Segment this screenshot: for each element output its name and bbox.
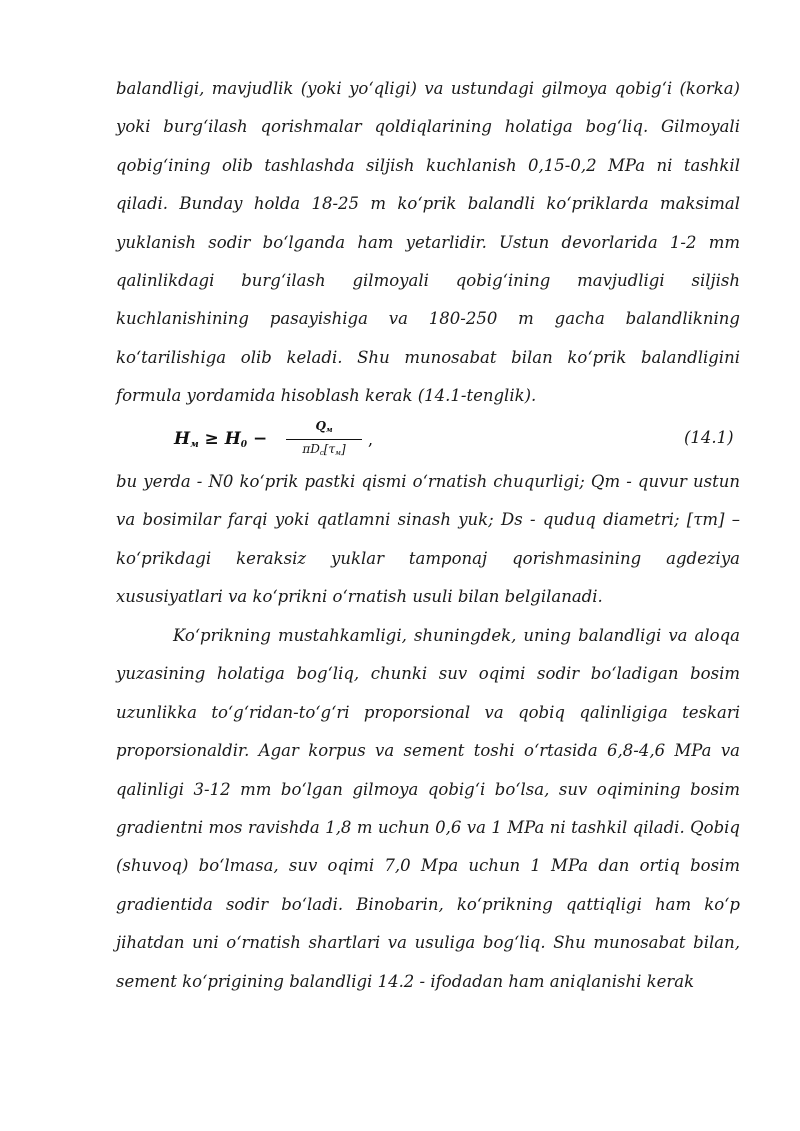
formula-comma: ,: [368, 430, 374, 449]
formula-fraction: [284, 418, 364, 461]
paragraph-3: Ko‘prikning mustahkamligi, shuningdek, uning balandligi va aloqa yuzasining holatiga bog‘liq, chunki suv oqimi sodir bo‘ladigan bosim uzunlikka to‘g‘ridan-to‘g‘ri proporsional va qobiq qalinligiga teskari proporsionaldir. Agar korpus va sement toshi o‘rtasida 6,8-4,6 MPa va qalinligi 3-12 mm bo‘lgan gilmoya qobig‘i bo‘lsa, suv oqimining bosim gradientni mos ravishda 1,8 m uchun 0,6 va 1 MPa ni tashkil qiladi. Qobiq (shuvoq) bo‘lmasa, suv oqimi 7,0 Mpa uchun 1 MPa dan ortiq bosim gradientida sodir bo‘ladi. Binobarin, ko‘prikning qattiqligi ham ko‘p jihatdan uni o‘rnatish shartlari va usuliga bog‘liq. Shu munosabat bilan, sement ko‘prigining balandligi 14.2 - ifodadan ham aniqlanishi kerak: [116, 626, 740, 991]
formula-den-tau-sub: м: [335, 449, 341, 457]
formula-den-sub: c: [319, 449, 324, 457]
formula-relation: ≥: [204, 429, 219, 449]
formula-den-bracket-open: [: [323, 442, 329, 456]
formula-numerator: [284, 418, 364, 438]
formula-minus: −: [252, 429, 268, 449]
formula-fraction-bar: [286, 439, 362, 440]
formula-lhs-sub: м: [190, 440, 199, 450]
formula-rhs-sub: 0: [240, 440, 248, 450]
formula-lhs-var: H: [174, 429, 191, 449]
formula-rhs-var: H: [224, 429, 241, 449]
formula-den-bracket-close: ]: [340, 442, 346, 456]
paragraph-1: balandligi, mavjudlik (yoki yo‘qligi) va ustundagi gilmoya qobig‘i (korka) yoki burg‘ilash qorishmalar qoldiqlarining holatiga bog‘liq. Gilmoyali qobig‘ining olib tashlashda siljish kuchlanish 0,15-0,2 MPa ni tashkil qiladi. Bunday holda 18-25 m ko‘prik balandli ko‘priklarda maksimal yuklanish sodir bo‘lganda ham yetarlidir. Ustun devorlarida 1-2 mm qalinlikdagi burg‘ilash gilmoyali qobig‘ining mavjudligi siljish kuchlanishining pasayishiga va 180-250 m gacha balandlikning ko‘tarilishiga olib keladi. Shu munosabat bilan ko‘prik balandligini formula yordamida hisoblash kerak (14.1-tenglik).: [116, 79, 740, 406]
formula-den-pi: π: [302, 442, 311, 456]
formula-den-tau: τ: [328, 442, 336, 456]
equation-number: (14.1): [684, 428, 734, 447]
formula-num-sub: м: [325, 425, 333, 434]
formula-lhs: [174, 429, 267, 450]
formula-num-var: Q: [315, 419, 326, 433]
formula-den-var: D: [310, 442, 320, 456]
formula-denominator: [284, 441, 364, 461]
paragraph-2: bu yerda - N0 ko‘prik pastki qismi o‘rnatish chuqurligi; Qm - quvur ustun va bosimilar farqi yoki qatlamni sinash yuk; Ds - quduq diametri; [τm] – ko‘prikdagi keraksiz yuklar tamponaj qorishmasining agdeziya xususiyatlari va ko‘prikni o‘rnatish usuli bilan belgilanadi.: [116, 472, 740, 607]
